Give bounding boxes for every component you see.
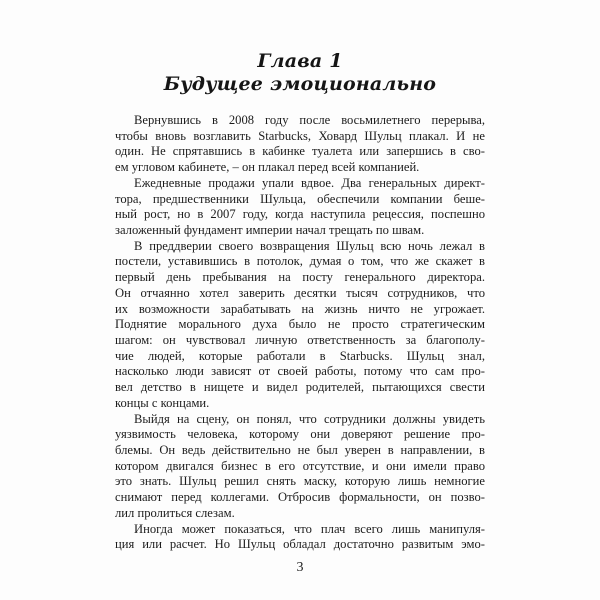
text-line: чтобы вновь возглавить Starbucks, Ховард Шульц плакал. И не [115,128,485,143]
text-line: ция или расчет. Но Шульц обладал достаточно развитым эмо- [115,537,485,552]
text-line: шагом: он чувствовал личную ответственность за благополу- [115,333,485,347]
text-line: их возможности зарабатывать на жизнь ничто не угрожает. [115,301,485,316]
text-line: лил пролиться слезам. [115,505,235,520]
text-line: Поднятие морального духа было не просто стратегическим [115,317,485,332]
text-line: чие людей, которые работали в Starbucks. Шульц знал, [115,348,485,363]
text-line: вел детство в нищете и видел родителей, пытающихся свести [115,380,485,395]
text-line: один. Не спрятавшись в кабинке туалета или запершись в сво- [115,144,485,159]
page-number: 3 [296,560,304,575]
text-line: Ежедневные продажи упали вдвое. Два генеральных директ- [134,175,485,190]
text-line: насколько люди зависят от своей работы, потому что сам про- [115,364,485,379]
chapter-title: Будущее эмоционально [163,73,437,95]
chapter-number: Глава 1 [257,50,343,72]
text-line: ный рост, но в 2007 году, когда наступила рецессия, поспешно [115,207,485,222]
text-line: Иногда может показаться, что плач всего лишь манипуля- [134,521,485,536]
text-line: концы с концами. [115,395,210,410]
text-line: Вернувшись в 2008 году после восьмилетнего перерыва, [134,113,485,127]
text-line: котором двигался бизнес в его отсутствие, и они имели право [115,458,485,473]
text-line: уязвимость человека, которому они доверяют решение про- [115,427,485,442]
text-line: снимают перед коллегами. Отбросив формальности, он позво- [115,490,485,505]
text-line: заложенный фундамент империи начал трещать по швам. [115,223,425,237]
text-line: блемы. Он ведь действительно не был уверен в направлении, в [115,443,485,457]
text-line: тора, предшественники Шульца, обеспечили компании беше- [115,191,485,206]
text-line: Он отчаянно хотел заверить десятки тысяч сотрудников, что [115,285,485,300]
text-line: Выйдя на сцену, он понял, что сотрудники должны увидеть [134,411,485,426]
text-line: первый день пребывания на посту генерального директора. [115,270,485,285]
text-line: постели, уставившись в потолок, думая о том, что же скажет в [115,254,485,269]
text-line: В преддверии своего возвращения Шульц всю ночь лежал в [134,238,485,253]
text-line: ем угловом кабинете, – он плакал перед всей компанией. [115,160,420,175]
text-line: это знать. Шульц решил снять маску, которую лишь немногие [115,474,485,489]
